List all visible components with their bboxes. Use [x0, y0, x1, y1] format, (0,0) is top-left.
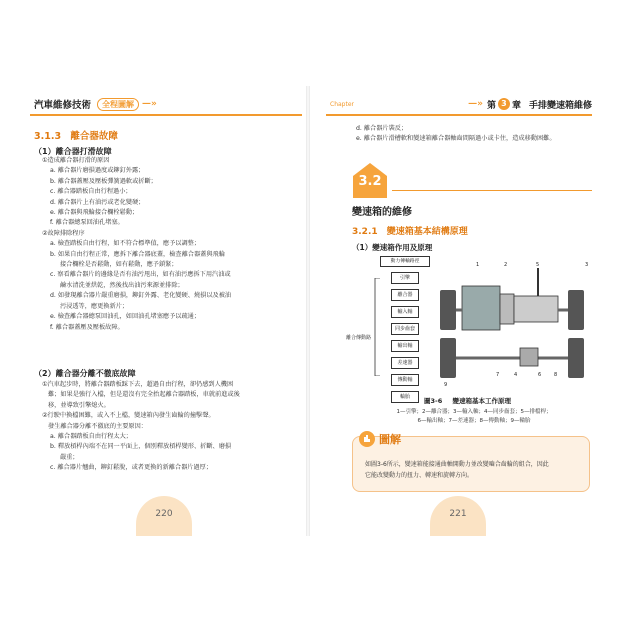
chapter-label: Chapter: [330, 100, 354, 108]
subheading-function: （1）變速箱作用及原理: [352, 243, 433, 252]
book-gutter: [306, 86, 310, 536]
list-item: b. 釋放槓桿內端不在同一平面上，個別釋放槓桿變形、折斷、磨損: [50, 443, 232, 451]
list-item: e. 離合器與飛輪接合欄栓鬆動；: [50, 209, 139, 217]
page-number-left: 220: [136, 496, 192, 536]
chapter-number-badge: 3: [498, 98, 510, 110]
list-item: ②故障排除程序: [42, 229, 85, 237]
note-header: [359, 431, 401, 447]
legend-line: 6—輸出軸；7—差速器；8—傳動軸；9—輪胎: [417, 418, 531, 424]
list-item: 鹼水清洗並烘乾，然後找出油污來源並排除；: [60, 281, 184, 289]
list-item: b. 如果自由行程正常，應拆下離合器底蓋，檢查離合器蓋與飛輪: [50, 250, 225, 258]
callout-label: 6: [538, 372, 542, 378]
list-item: 嚴重；: [60, 453, 79, 461]
flow-side-label: 離合傳動路: [346, 335, 372, 341]
note-line: 如圖3-6所示，變速箱能接通曲軸開動力並改變嚙合齒輪的組合，因此: [365, 461, 549, 468]
legend-line: 1—引擎；2—離合器；3—輸入軸；4—同步齒套；5—排檔桿；: [396, 409, 552, 415]
callout-label: 4: [514, 372, 518, 378]
header-arrow: —»: [142, 99, 157, 109]
chapter-prefix: 第: [486, 100, 496, 111]
list-item: e. 檢查離合器總泵回油孔，如回油孔堵塞應予以疏通；: [50, 313, 201, 321]
continued-list: [356, 124, 556, 145]
flow-box: 輪胎: [391, 391, 419, 403]
list-item: ②行駛中換檔困難，或入不上檔，變速箱內發生齒輪的撞擊聲。: [42, 412, 215, 420]
figure-number: 圖3-6: [424, 397, 443, 405]
flow-box: 輸出軸: [391, 340, 419, 352]
list-item: 發生離合器分離不徹底的主要原因：: [48, 422, 147, 430]
list-item: 移，並導致引擎熄火。: [48, 401, 110, 409]
flow-bracket: [372, 278, 380, 376]
callout-label: 2: [504, 262, 508, 268]
list-item: 接合欄栓是否鬆動，如有鬆動，應予鎖緊；: [60, 261, 178, 269]
header-arrow: —»: [468, 99, 483, 109]
section-title-3-2: 變速箱的維修: [352, 207, 412, 218]
list-item: d. 離合器片裝反；: [356, 125, 408, 132]
note-line: 它能改變動力的扭力、轉速和旋轉方向。: [365, 472, 474, 479]
note-label: 圖解: [379, 433, 401, 446]
header-badge: 全程圖解: [97, 98, 139, 111]
subsection-heading: [352, 224, 468, 237]
list-item: 難；如果是強行入檔，但是還沒有完全抬起離合器踏板，車就前進或後: [48, 391, 240, 399]
power-flow-diagram: [380, 256, 430, 403]
left-header-rule: [30, 114, 302, 116]
list-item: e. 離合器片滑槽軟和變速箱離合器軸齒間隔過小或卡住，造成移動困難。: [356, 135, 556, 143]
section-badge-number: 3.2: [358, 174, 382, 189]
list-item: ①造成離合器打滑的原因: [42, 157, 110, 164]
list-item: c. 察看離合器片的邊緣是否有油污甩出，如有油污應拆下用汽油或: [50, 271, 231, 279]
chapter-title: 手排變速箱維修: [528, 100, 592, 111]
flow-box: 差速器: [391, 357, 419, 369]
diagram-callouts: [440, 262, 590, 392]
list-item: f. 離合器蓋壓及壓板故障。: [50, 323, 124, 331]
list-item: c. 離合器踏板自由行程過小；: [50, 188, 132, 196]
subheading-clutch-disengage: （2）離合器分離不徹底故障: [34, 369, 136, 378]
callout-label: 7: [496, 372, 500, 378]
figure-caption: [424, 396, 511, 405]
callout-label: 1: [476, 262, 480, 268]
flow-box: 離合器: [391, 289, 419, 301]
section-title: 離合器故障: [70, 131, 118, 142]
list-item: d. 離合器片上有油污或老化變硬；: [50, 198, 145, 206]
right-header: [330, 96, 592, 112]
clutch-slip-list: [42, 156, 231, 333]
figure-title: 變速箱基本工作原理: [452, 397, 512, 405]
flow-box: 引擎: [391, 272, 419, 284]
list-item: a. 檢查踏板自由行程，如不符合標準值，應予以調整；: [50, 240, 201, 248]
figure-legend: [384, 408, 564, 426]
illustration-note-box: [352, 433, 590, 492]
list-item: b. 離合器蓋壓及壓板彈簧過軟或折斷；: [50, 177, 157, 185]
clutch-disengage-list: [42, 380, 240, 474]
chapter-suffix: 章: [511, 100, 521, 111]
subsection-number: 3.2.1: [352, 227, 378, 237]
section-heading-3-1-3: [34, 128, 118, 142]
section-rule: [392, 190, 592, 191]
flow-top-label: 動力傳輸路徑: [380, 256, 430, 267]
callout-label: 3: [585, 262, 589, 268]
list-item: ①汽車起步時，將離合器踏板踩下去，超過自由行程，卻仍感到人機困: [42, 381, 234, 388]
note-text: [365, 459, 549, 481]
page-number-right: 221: [430, 496, 486, 536]
flow-box: 傳動軸: [391, 374, 419, 386]
list-item: c. 離合器片翹曲，鉚釘鬆脫，或者更換的新離合器片過厚；: [50, 464, 213, 472]
chapter-heading: [468, 98, 592, 111]
subheading-clutch-slip: （1）離合器打滑故障: [34, 147, 112, 156]
book-title: 汽車維修技術: [34, 100, 92, 111]
callout-label: 5: [536, 262, 540, 268]
flow-box: 輸入軸: [391, 306, 419, 318]
list-item: 污浸透等，應更換新片；: [60, 302, 129, 310]
section-number: 3.1.3: [34, 131, 62, 142]
flow-box: 同步齒套: [391, 323, 419, 335]
right-header-rule: [326, 114, 592, 116]
subsection-title: 變速箱基本結構原理: [386, 227, 468, 237]
list-item: a. 離合器片磨損過度或鉚釘外露；: [50, 167, 145, 175]
section-badge: [352, 162, 388, 198]
callout-label: 9: [444, 382, 448, 388]
pointer-hand-icon: [359, 431, 375, 447]
list-item: a. 離合器踏板自由行程太大；: [50, 433, 132, 441]
left-header: [34, 96, 157, 112]
list-item: f. 離合器總泵回油孔堵塞。: [50, 219, 124, 227]
callout-label: 8: [554, 372, 558, 378]
list-item: d. 如發現離合器片嚴重磨損，鉚釘外露、老化變硬、燒損以及被油: [50, 292, 232, 300]
